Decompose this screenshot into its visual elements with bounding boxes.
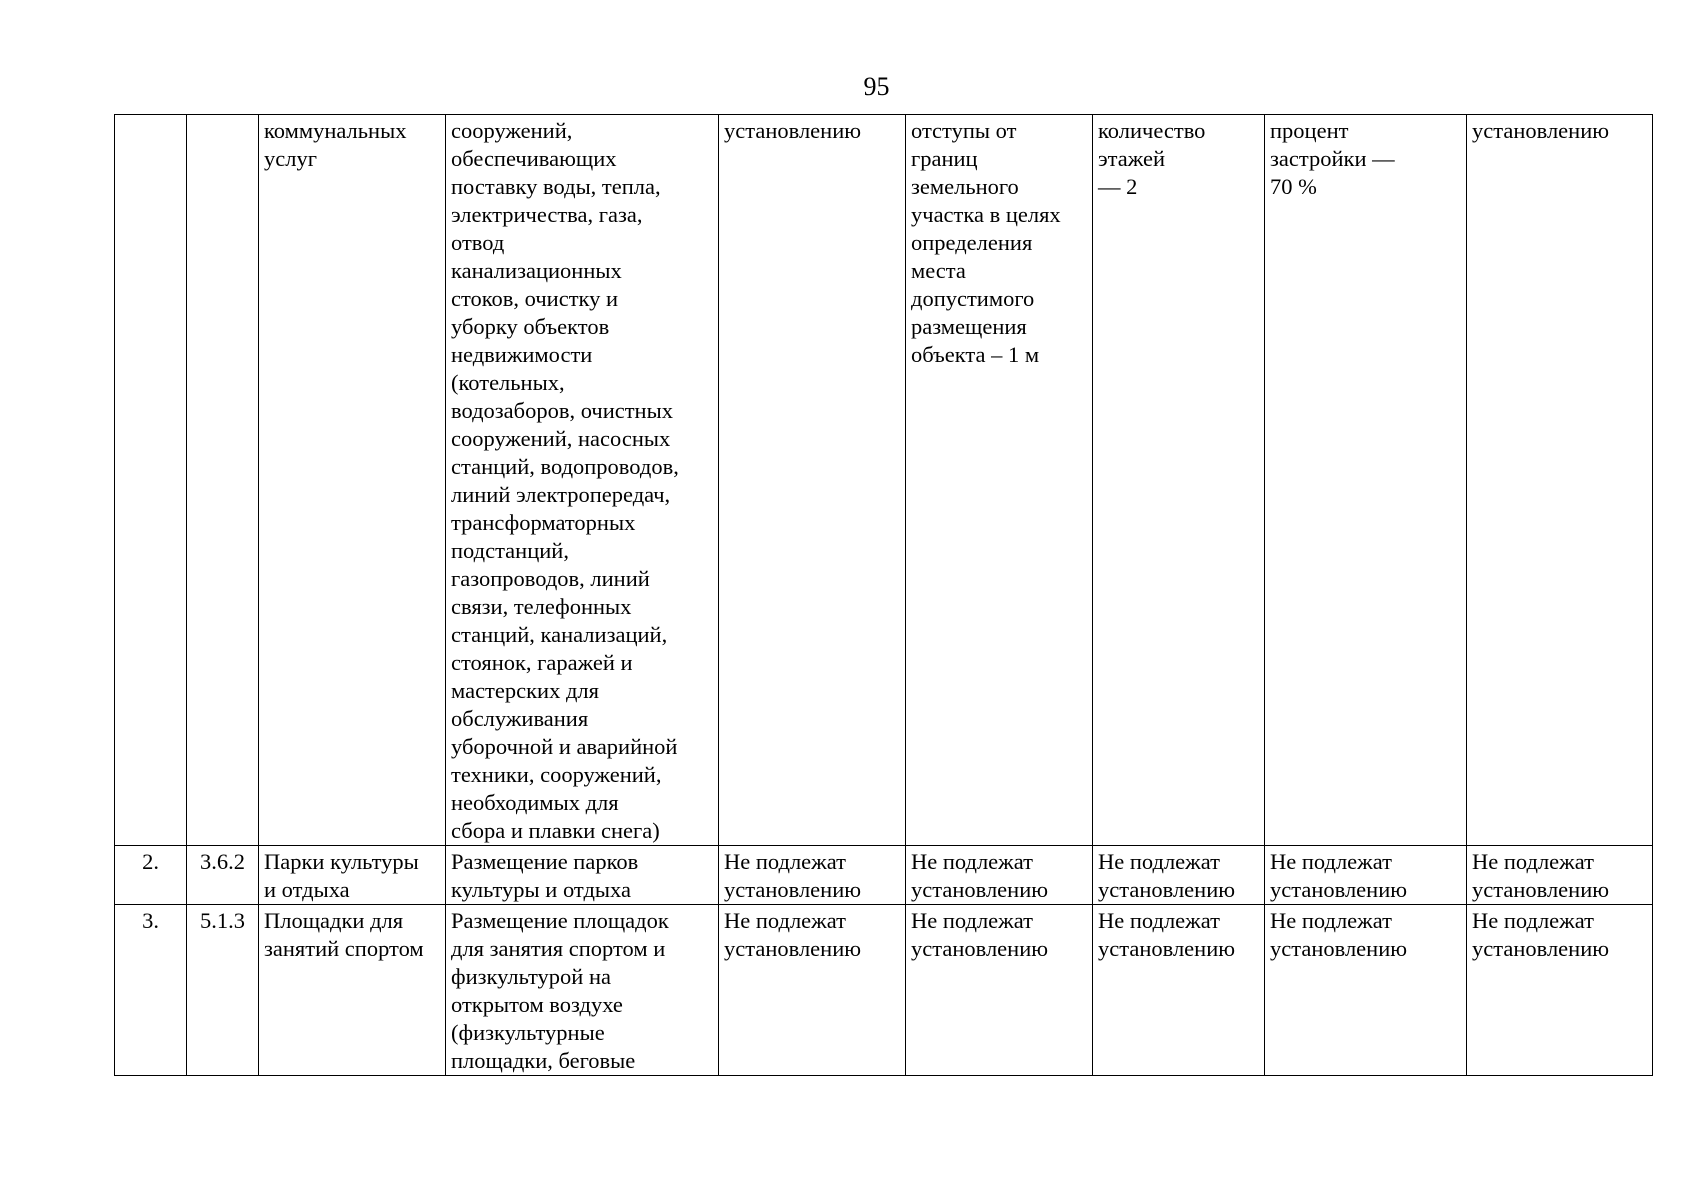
param-cell-3: количество этажей — 2 <box>1093 115 1265 846</box>
description-cell: Размещение площадок для занятия спортом и физкультурой на открытом воздухе (физкультурные площадки, беговые <box>446 905 719 1076</box>
param-cell-4: Не подлежат установлению <box>1265 846 1467 905</box>
description-cell: Размещение парков культуры и отдыха <box>446 846 719 905</box>
row-number-cell <box>115 115 187 846</box>
row-number-cell: 2. <box>115 846 187 905</box>
table-row <box>115 846 1653 905</box>
code-cell <box>187 115 259 846</box>
param-cell-2: отступы от границ земельного участка в целях определения места допустимого размещения объекта – 1 м <box>906 115 1093 846</box>
param-cell-1: установлению <box>719 115 906 846</box>
row-number-cell: 3. <box>115 905 187 1076</box>
zoning-table <box>114 114 1653 1076</box>
param-cell-3: Не подлежат установлению <box>1093 846 1265 905</box>
param-cell-1: Не подлежат установлению <box>719 905 906 1076</box>
param-cell-2: Не подлежат установлению <box>906 846 1093 905</box>
param-cell-5: установлению <box>1467 115 1653 846</box>
page-number: 95 <box>863 72 890 101</box>
description-cell: сооружений, обеспечивающих поставку воды, тепла, электричества, газа, отвод канализационных стоков, очистку и уборку объектов недвижимости (котельных, водозаборов, очистных сооружений, насосных станций, водопроводов, линий электропередач, трансформаторных подстанций, газопроводов, линий связи, телефонных станций, канализаций, стоянок, гаражей и мастерских для обслуживания уборочной и аварийной техники, сооружений, необходимых для сбора и плавки снега) <box>446 115 719 846</box>
param-cell-1: Не подлежат установлению <box>719 846 906 905</box>
name-cell: Парки культуры и отдыха <box>259 846 446 905</box>
name-cell: Площадки для занятий спортом <box>259 905 446 1076</box>
param-cell-5: Не подлежат установлению <box>1467 846 1653 905</box>
table-row <box>115 905 1653 1076</box>
code-cell: 3.6.2 <box>187 846 259 905</box>
param-cell-4: Не подлежат установлению <box>1265 905 1467 1076</box>
code-cell: 5.1.3 <box>187 905 259 1076</box>
name-cell: коммунальных услуг <box>259 115 446 846</box>
param-cell-3: Не подлежат установлению <box>1093 905 1265 1076</box>
param-cell-2: Не подлежат установлению <box>906 905 1093 1076</box>
table-row <box>115 115 1653 846</box>
param-cell-4: процент застройки — 70 % <box>1265 115 1467 846</box>
param-cell-5: Не подлежат установлению <box>1467 905 1653 1076</box>
